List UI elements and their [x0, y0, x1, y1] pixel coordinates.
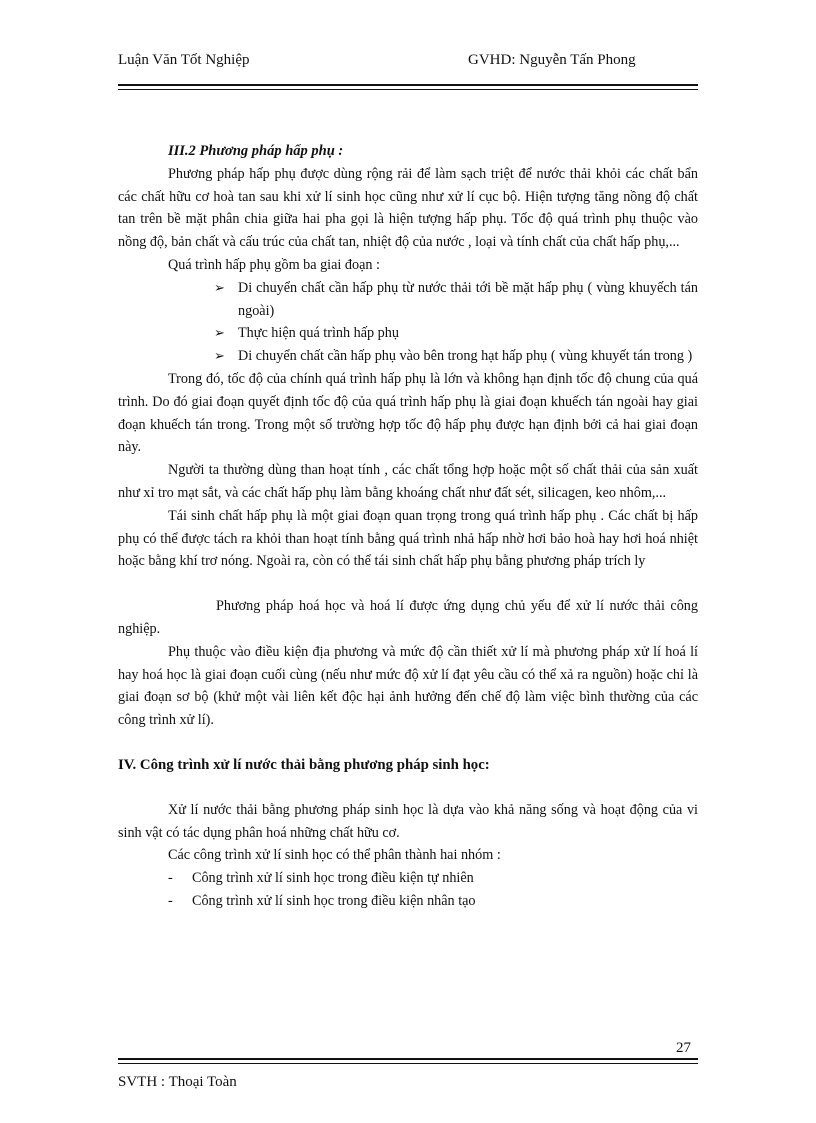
arrowhead-bullet-icon: ➢ — [214, 325, 225, 341]
arrowhead-bullet-icon: ➢ — [214, 279, 225, 295]
section-heading-iii-2: III.2 Phương pháp hấp phụ : — [168, 143, 344, 159]
list-item-text: Di chuyển chất cần hấp phụ từ nước thải tới bề mặt hấp phụ ( vùng khuyếch tán ngoài) — [238, 279, 698, 319]
paragraph: Các công trình xử lí sinh học có thể phân thành hai nhóm : — [168, 847, 501, 864]
page-header — [118, 52, 698, 78]
list-item-text: Di chuyển chất cần hấp phụ vào bên trong hạt hấp phụ ( vùng khuyết tán trong ) — [238, 348, 693, 365]
list-item — [214, 345, 698, 368]
section-heading-iv: IV. Công trình xử lí nước thải bằng phương pháp sinh học: — [118, 756, 490, 773]
advisor-name: GVHD: Nguyễn Tấn Phong — [468, 52, 636, 68]
paragraph: Trong đó, tốc độ của chính quá trình hấp phụ là lớn và không hạn định tốc độ chung của quá trình. Do đó giai đoạn quyết định tốc độ của quá trình hấp phụ là giai đoạn khuếch tán ngoài hay giai đoạn khuếch tán trong. Trong một số trường hợp tốc độ hấp phụ được hạn định bởi cả hai giai đoạn này. — [118, 370, 698, 456]
dash-bullet-icon: - — [168, 892, 173, 909]
paragraph: Phụ thuộc vào điều kiện địa phương và mức độ cần thiết xử lí mà phương pháp xử lí hoá lí hay hoá học là giai đoạn cuối cùng (nếu như mức độ xử lí đạt yêu cầu có thể xả ra nguồn) hoặc chỉ là giai đoạn sơ bộ (khử một vài liên kết độc hại ảnh hưởng đến chế độ làm việc bình thường của các công trình xử lí). — [118, 643, 698, 729]
paragraph: Tái sinh chất hấp phụ là một giai đoạn quan trọng trong quá trình hấp phụ . Các chất bị hấp phụ có thể được tách ra khỏi than hoạt tính bằng quá trình nhả hấp nhờ hơi bảo hoà hay hơi hoá nhiệt hoặc bằng khí trơ nóng. Ngoài ra, còn có thể tái sinh chất hấp phụ bằng phương pháp trích ly — [118, 507, 698, 570]
spacer — [118, 732, 698, 754]
spacer — [118, 777, 698, 799]
thesis-title: Luận Văn Tốt Nghiệp — [118, 52, 250, 68]
paragraph: Xử lí nước thải bằng phương pháp sinh học là dựa vào khả năng sống và hoạt động của vi sinh vật có tác dụng phân hoá những chất hữu cơ. — [118, 801, 698, 841]
list-item-text: Công trình xử lí sinh học trong điều kiện tự nhiên — [192, 870, 474, 887]
student-name: SVTH : Thoại Toàn — [118, 1074, 237, 1090]
page-content — [118, 140, 698, 913]
header-rule-thin — [118, 89, 698, 90]
list-item — [214, 277, 698, 323]
spacer — [118, 573, 698, 595]
paragraph: Người ta thường dùng than hoạt tính , các chất tổng hợp hoặc một số chất thải của sản xuất như xỉ tro mạt sắt, và các chất hấp phụ làm bằng khoáng chất như đất sét, silicagen, keo nhôm,... — [118, 462, 698, 501]
group-list — [118, 867, 698, 913]
footer-rule-thin — [118, 1063, 698, 1064]
list-item — [168, 867, 698, 890]
list-item — [214, 322, 698, 345]
footer-rule-thick — [118, 1058, 698, 1060]
paragraph: Quá trình hấp phụ gồm ba giai đoạn : — [168, 256, 380, 273]
paragraph: Phương pháp hoá học và hoá lí được ứng dụng chủ yếu để xử lí nước thải công nghiệp. — [118, 598, 698, 637]
page-number: 27 — [676, 1040, 691, 1056]
paragraph: Phương pháp hấp phụ được dùng rộng rải để làm sạch triệt để nước thải khỏi các chất bẩn các chất hữu cơ hoà tan sau khi xử lí sinh học cũng như xử lí cục bộ. Hiện tượng tăng nồng độ chất tan trên bề mặt phân chia giữa hai pha gọi là hiện tượng hấp phụ. Tốc độ quá trình phụ thuộc vào nồng độ, bản chất và cấu trúc của chất tan, nhiệt độ của nước , loại và tính chất của chất hấp phụ,... — [118, 165, 698, 251]
dash-bullet-icon: - — [168, 870, 173, 887]
header-rule-thick — [118, 84, 698, 86]
list-item-text: Công trình xử lí sinh học trong điều kiện nhân tạo — [192, 892, 476, 909]
arrowhead-bullet-icon: ➢ — [214, 348, 225, 364]
list-item-text: Thực hiện quá trình hấp phụ — [238, 325, 399, 342]
stage-list — [118, 277, 698, 368]
list-item — [168, 890, 698, 913]
